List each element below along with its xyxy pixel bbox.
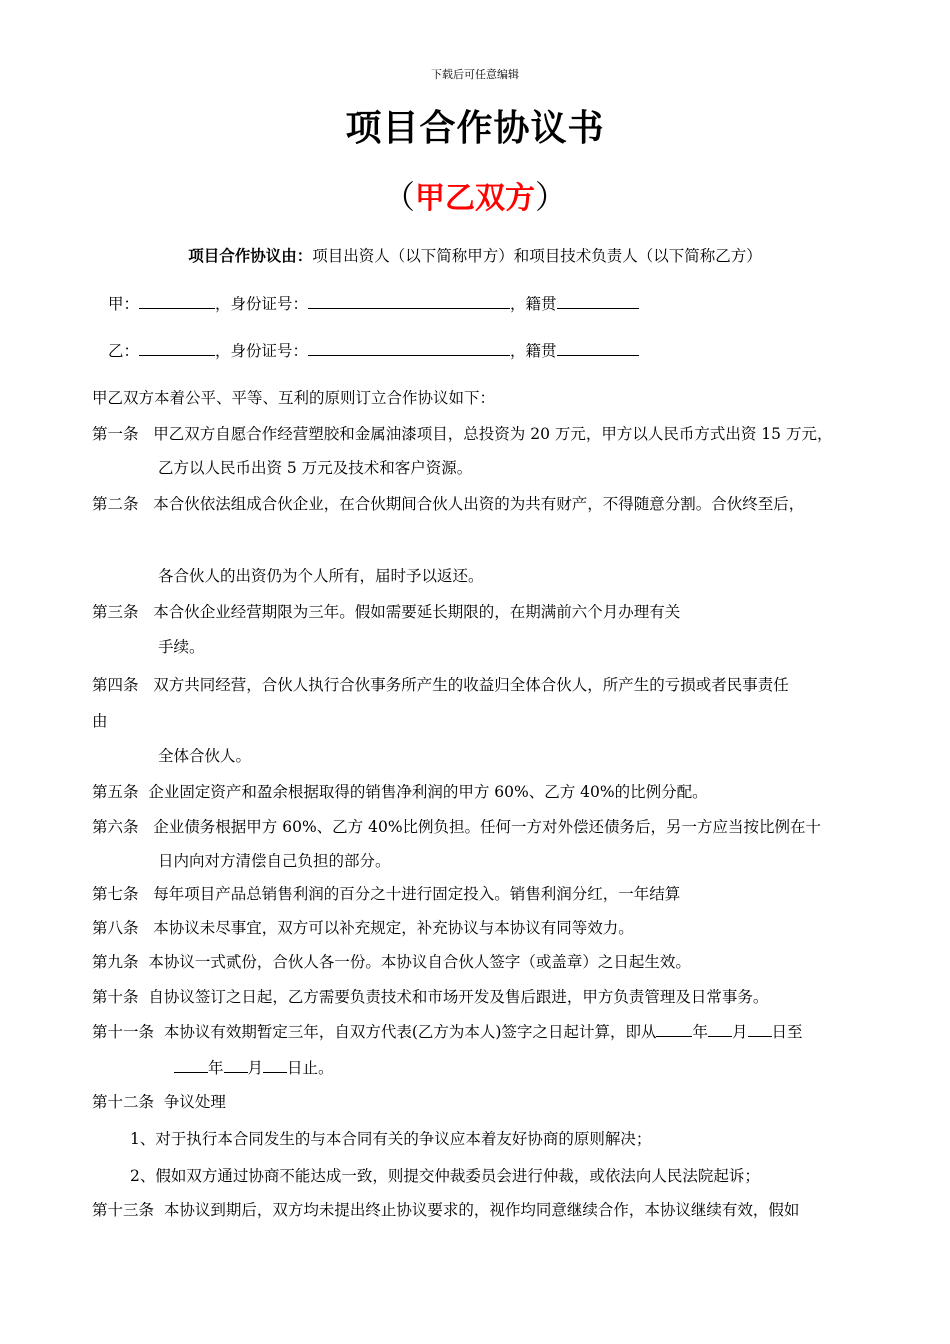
party-a-name-blank[interactable]	[139, 293, 215, 309]
party-a-id-blank[interactable]	[308, 293, 510, 309]
article-7-line-1	[92, 884, 680, 904]
article-11-line-1	[92, 1021, 803, 1042]
article-6-line-1	[92, 817, 821, 837]
article-3-line-2: 手续。	[158, 638, 205, 656]
document-title: 项目合作协议书	[345, 108, 605, 149]
party-b-line	[108, 340, 639, 361]
party-a-label: 甲：	[108, 295, 140, 313]
party-b-label: 乙：	[108, 342, 140, 360]
end-year-label: 年	[208, 1059, 224, 1077]
subtitle-open-paren: （	[382, 178, 415, 216]
party-b-id-blank[interactable]	[308, 340, 510, 356]
article-1-text-1: 甲乙双方自愿合作经营塑胶和金属油漆项目，总投资为 20 万元，甲方以人民币方式出资 15 万元，	[153, 425, 833, 443]
article-7-label: 第七条	[92, 885, 139, 903]
article-1-line-2: 乙方以人民币出资 5 万元及技术和客户资源。	[158, 459, 473, 477]
article-4-label: 第四条	[92, 676, 139, 694]
intro-line	[0, 246, 950, 266]
intro-text: 项目出资人（以下简称甲方）和项目技术负责人（以下简称乙方）	[312, 247, 762, 265]
article-2-line-2: 各合伙人的出资仍为个人所有，届时予以返还。	[158, 567, 484, 585]
party-b-id-label: ，身份证号：	[215, 342, 309, 360]
article-8-line-1	[92, 918, 634, 938]
article-1-label: 第一条	[92, 425, 139, 443]
article-12-item-2: 2、假如双方通过协商不能达成一致，则提交仲裁委员会进行仲裁，或依法向人民法院起诉；	[130, 1167, 760, 1185]
article-8-label: 第八条	[92, 919, 139, 937]
article-4-text-1: 双方共同经营，合伙人执行合伙事务所产生的收益归全体合伙人，所产生的亏损或者民事责任	[153, 676, 789, 694]
article-9-text-1: 本协议一式贰份，合伙人各一份。本协议自合伙人签字（或盖章）之日起生效。	[148, 953, 691, 971]
article-10-text-1: 自协议签订之日起，乙方需要负责技术和市场开发及售后跟进，甲方负责管理及日常事务。	[148, 988, 769, 1006]
article-13-label: 第十三条	[92, 1201, 155, 1219]
article-8-text-1: 本协议未尽事宜，双方可以补充规定，补充协议与本协议有同等效力。	[153, 919, 634, 937]
article-12-text-1: 争议处理	[163, 1093, 226, 1111]
subtitle-close-paren: ）	[535, 178, 568, 216]
party-a-id-label: ，身份证号：	[215, 295, 309, 313]
article-10-line-1	[92, 987, 768, 1007]
preamble: 甲乙双方本着公平、平等、互利的原则订立合作协议如下：	[92, 389, 496, 407]
article-13-line-1	[92, 1200, 799, 1220]
article-5-line-1	[92, 782, 708, 802]
start-year-blank[interactable]	[656, 1021, 692, 1037]
article-2-line-1	[92, 494, 804, 514]
party-b-name-blank[interactable]	[139, 340, 215, 356]
start-day-blank[interactable]	[748, 1021, 772, 1037]
start-month-label: 月	[732, 1023, 748, 1041]
party-a-native-blank[interactable]	[557, 293, 639, 309]
article-4-line-2: 全体合伙人。	[158, 747, 252, 765]
end-day-label: 日止。	[287, 1059, 334, 1077]
party-a-native-label: ，籍贯	[510, 295, 557, 313]
article-12-item-1: 1、对于执行本合同发生的与本合同有关的争议应本着友好协商的原则解决；	[130, 1130, 652, 1148]
article-4-line-1	[92, 675, 789, 695]
article-3-text-1: 本合伙企业经营期限为三年。假如需要延长期限的，在期满前六个月办理有关	[153, 603, 681, 621]
document-subtitle	[0, 172, 950, 218]
article-1-line-1	[92, 424, 832, 444]
start-day-label: 日至	[771, 1023, 803, 1041]
start-month-blank[interactable]	[708, 1021, 732, 1037]
article-12-label: 第十二条	[92, 1093, 155, 1111]
article-9-label: 第九条	[92, 953, 139, 971]
article-4-line-1b: 由	[92, 712, 108, 730]
article-6-text-1: 企业债务根据甲方 60%、乙方 40%比例负担。任何一方对外偿还债务后，另一方应当按比例在十	[153, 818, 822, 836]
article-11-label: 第十一条	[92, 1023, 155, 1041]
article-5-text-1: 企业固定资产和盈余根据取得的销售净利润的甲方 60%、乙方 40%的比例分配。	[148, 783, 708, 801]
party-a-line	[108, 293, 639, 314]
article-12-line-1	[92, 1092, 226, 1112]
end-day-blank[interactable]	[263, 1057, 287, 1073]
article-3-line-1	[92, 602, 680, 622]
end-month-label: 月	[247, 1059, 264, 1077]
header-note: 下载后可任意编辑	[431, 68, 519, 81]
intro-lead: 项目合作协议由：	[188, 247, 313, 265]
party-b-native-label: ，籍贯	[510, 342, 557, 360]
article-11-line-2	[174, 1057, 334, 1078]
article-9-line-1	[92, 952, 691, 972]
party-b-native-blank[interactable]	[557, 340, 639, 356]
article-5-label: 第五条	[92, 783, 139, 801]
article-2-text-1: 本合伙依法组成合伙企业，在合伙期间合伙人出资的为共有财产，不得随意分割。合伙终至后，	[153, 495, 805, 513]
article-3-label: 第三条	[92, 603, 139, 621]
article-13-text-1: 本协议到期后，双方均未提出终止协议要求的，视作均同意继续合作，本协议继续有效，假如	[163, 1201, 800, 1219]
article-2-label: 第二条	[92, 495, 139, 513]
article-7-text-1: 每年项目产品总销售利润的百分之十进行固定投入。销售利润分红，一年结算	[153, 885, 681, 903]
end-month-blank[interactable]	[224, 1057, 248, 1073]
end-year-blank[interactable]	[174, 1057, 208, 1073]
article-11-text-1: 本协议有效期暂定三年，自双方代表(乙方为本人)签字之日起计算，即从	[163, 1023, 657, 1041]
article-10-label: 第十条	[92, 988, 139, 1006]
start-year-label: 年	[692, 1023, 708, 1041]
subtitle-parties: 甲乙双方	[415, 181, 535, 216]
article-6-label: 第六条	[92, 818, 139, 836]
article-6-line-2: 日内向对方清偿自己负担的部分。	[158, 852, 391, 870]
